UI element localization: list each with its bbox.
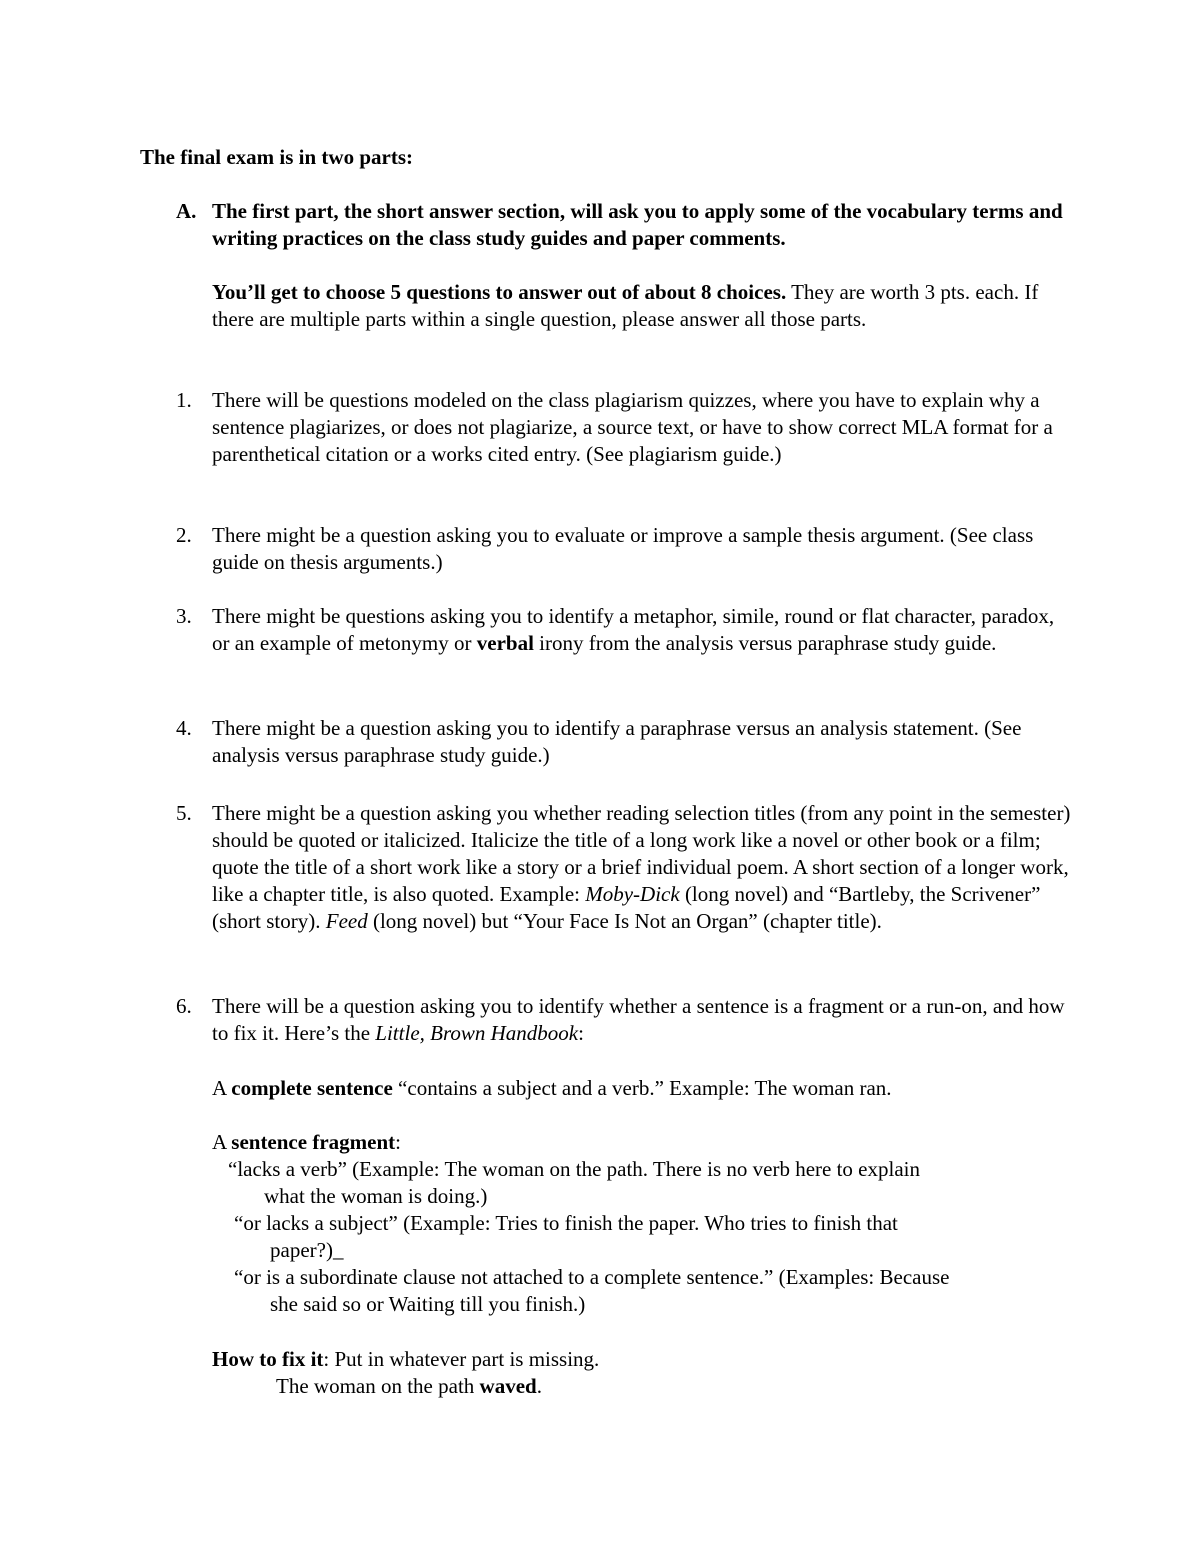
fragment-suffix: : — [395, 1130, 401, 1154]
list-item-4-marker: 4. — [176, 716, 192, 740]
fragment-line-1-first: “lacks a verb” (Example: The woman on the path. There is no verb here to explain — [228, 1157, 920, 1181]
fragment-line-3-second: she said so or Waiting till you finish.) — [270, 1292, 586, 1316]
list-item-5-text — [212, 800, 1072, 935]
list-item-5-italic-2: Feed — [325, 909, 368, 933]
fragment-heading — [212, 1129, 1072, 1156]
list-item-1-marker: 1. — [176, 388, 192, 412]
list-item-5-text-c: (long novel) but “Your Face Is Not an Organ” (chapter title). — [367, 909, 882, 933]
fix-example-bold: waved — [479, 1374, 537, 1398]
list-item-5-text-a: There might be a question asking you whether reading selection titles (from any point in the semester) should be quoted or italicized. Italicize the title of a long work like a novel or other book or a film; quote the title of a short work like a story or a brief individual poem. A short section of a longer work, like a chapter title, is also quoted. Example: — [212, 801, 1071, 906]
fragment-line-3-first: “or is a subordinate clause not attached to a complete sentence.” (Examples: Because — [234, 1265, 950, 1289]
fix-rest: : Put in whatever part is missing. — [323, 1347, 600, 1371]
fix-example-b: . — [536, 1374, 542, 1398]
list-item-5-marker: 5. — [176, 801, 192, 825]
complete-sentence-prefix: A — [212, 1076, 232, 1100]
list-item-6-text-b: : — [578, 1021, 584, 1045]
part-a-text: The first part, the short answer section, will ask you to apply some of the vocabulary terms and writing practices on the class study guides and paper comments. — [212, 199, 1063, 250]
choose-rest-text: They are worth 3 pts. each. If there are multiple parts within a single question, please answer all those parts. — [212, 280, 1039, 331]
fix-example-line — [276, 1373, 1136, 1400]
complete-sentence-line — [212, 1075, 1072, 1102]
complete-sentence-rest: “contains a subject and a verb.” Example: The woman ran. — [392, 1076, 892, 1100]
fragment-bold: sentence fragment — [231, 1130, 396, 1154]
list-item-2-text: There might be a question asking you to evaluate or improve a sample thesis argument. (See class guide on thesis arguments.) — [212, 523, 1034, 574]
fix-line — [212, 1346, 1072, 1373]
list-item-4-text: There might be a question asking you to identify a paraphrase versus an analysis statement. (See analysis versus paraphrase study guide.) — [212, 716, 1022, 767]
list-item-3-text-b: irony from the analysis versus paraphrase study guide. — [533, 631, 997, 655]
list-item-1-text: There will be questions modeled on the class plagiarism quizzes, where you have to explain why a sentence plagiarizes, or does not plagiarize, a source text, or have to show correct MLA format for a parenthetical citation or a works cited entry. (See plagiarism guide.) — [212, 388, 1053, 466]
fragment-line-1-cont — [264, 1183, 1104, 1210]
fragment-line-2 — [234, 1210, 1074, 1237]
fragment-line-1-second: what the woman is doing.) — [264, 1184, 488, 1208]
fragment-line-2-first: “or lacks a subject” (Example: Tries to finish the paper. Who tries to finish that — [234, 1211, 898, 1235]
part-a-marker: A. — [176, 199, 197, 223]
complete-sentence-bold: complete sentence — [231, 1076, 393, 1100]
page-heading: The final exam is in two parts: — [140, 145, 413, 169]
fragment-line-2-second: paper?)_ — [270, 1238, 344, 1262]
list-item-3-bold: verbal — [476, 631, 534, 655]
fragment-line-1 — [228, 1156, 1068, 1183]
list-item-3-text — [212, 603, 1072, 657]
fragment-prefix: A — [212, 1130, 232, 1154]
list-item-5-text-b: (long novel) and “Bartleby, the Scrivener” (short story). — [212, 882, 1041, 933]
fix-example-a: The woman on the path — [276, 1374, 480, 1398]
fragment-line-2-cont — [270, 1237, 1110, 1264]
list-item-3-text-a: There might be questions asking you to identify a metaphor, simile, round or flat character, paradox, or an example of metonymy or — [212, 604, 1055, 655]
choose-bold-text: You’ll get to choose 5 questions to answer out of about 8 choices. — [212, 280, 787, 304]
list-item-2-marker: 2. — [176, 523, 192, 547]
fix-bold: How to fix it — [212, 1347, 324, 1371]
choose-paragraph — [212, 279, 1072, 333]
fragment-line-3-cont — [270, 1291, 1110, 1318]
list-item-5-italic-1: Moby-Dick — [585, 882, 680, 906]
list-item-3-marker: 3. — [176, 604, 192, 628]
fragment-line-3 — [234, 1264, 1074, 1291]
list-item-6-text-a: There will be a question asking you to identify whether a sentence is a fragment or a run-on, and how to fix it. Here’s the — [212, 994, 1065, 1045]
list-item-6-italic: Little, Brown Handbook — [375, 1021, 579, 1045]
list-item-6-text — [212, 993, 1072, 1047]
list-item-6-marker: 6. — [176, 994, 192, 1018]
